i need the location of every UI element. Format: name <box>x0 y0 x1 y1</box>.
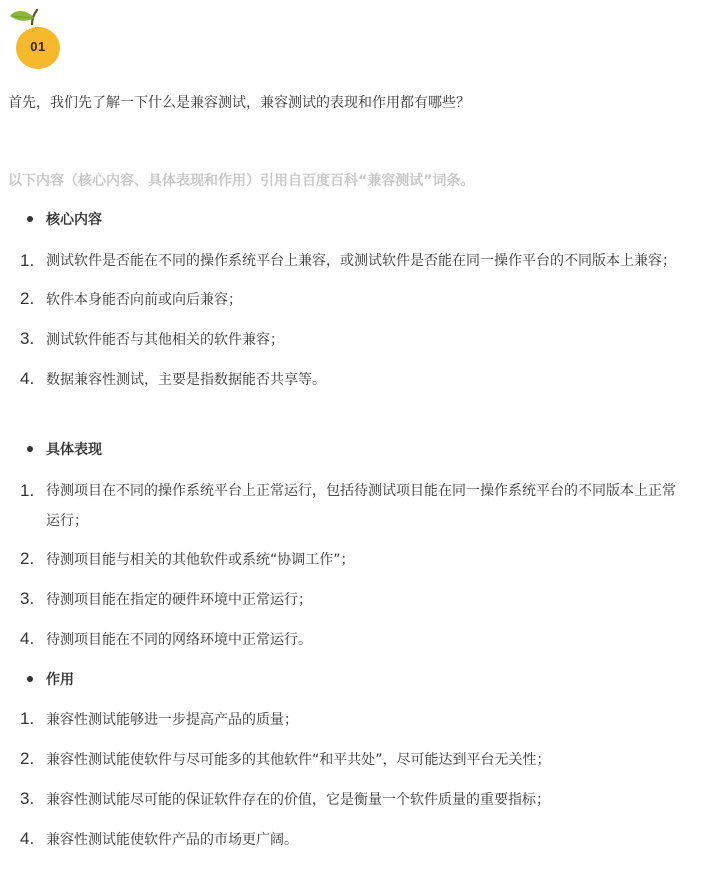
list-item-text: 兼容性测试能使软件与尽可能多的其他软件“和平共处”，尽可能达到平台无关性； <box>46 752 551 768</box>
list-item-text: 兼容性测试能够进一步提高产品的质量； <box>46 712 298 728</box>
section-number: 01 <box>30 39 46 54</box>
bullet-icon <box>27 216 33 222</box>
list-item-text: 待测项目在不同的操作系统平台上正常运行，包括待测试项目能在同一操作系统平台的不同版本上正常运行； <box>46 483 676 529</box>
list-item <box>0 700 705 740</box>
section-title: 作用 <box>46 672 74 688</box>
list-item <box>0 240 705 280</box>
list-item-text: 待测项目能在指定的硬件环境中正常运行； <box>46 592 312 608</box>
list-item <box>0 360 705 400</box>
list-item-text: 待测项目能在不同的网络环境中正常运行。 <box>46 632 312 648</box>
list-number: 1. <box>20 251 35 270</box>
bullet-icon <box>27 446 33 452</box>
list-number: 4. <box>20 829 35 848</box>
section-purpose <box>0 660 705 860</box>
section-heading <box>0 200 705 240</box>
list-number: 3. <box>20 589 35 608</box>
list-item-text: 兼容性测试能使软件产品的市场更广阔。 <box>46 832 298 848</box>
list-item-text: 数据兼容性测试，主要是指数据能否共享等。 <box>46 372 326 388</box>
list-number: 3. <box>20 789 35 808</box>
list-number: 4. <box>20 629 35 648</box>
list-item <box>0 470 705 540</box>
list-item <box>0 820 705 860</box>
section-title: 具体表现 <box>46 442 102 458</box>
list-item <box>0 740 705 780</box>
list-number: 1. <box>20 481 35 500</box>
list-item <box>0 780 705 820</box>
section-heading <box>0 430 705 470</box>
list-item-text: 兼容性测试能尽可能的保证软件存在的价值，它是衡量一个软件质量的重要指标； <box>46 792 550 808</box>
list-number: 2. <box>20 749 35 768</box>
section-core <box>0 200 705 400</box>
intro-text: 首先，我们先了解一下什么是兼容测试，兼容测试的表现和作用都有哪些？ <box>8 95 470 111</box>
source-note: 以下内容（核心内容、具体表现和作用）引用自百度百科“兼容测试”词条。 <box>8 173 475 189</box>
list-item <box>0 280 705 320</box>
section-number-badge <box>8 6 64 72</box>
list-number: 2. <box>20 549 35 568</box>
list-item-text: 测试软件是否能在不同的操作系统平台上兼容，或测试软件是否能在同一操作平台的不同版本上兼容； <box>46 253 676 269</box>
bullet-icon <box>27 676 33 682</box>
list-item <box>0 620 705 660</box>
list-item <box>0 320 705 360</box>
list-item-text: 软件本身能否向前或向后兼容； <box>46 292 242 308</box>
section-manifestation <box>0 430 705 660</box>
list-number: 3. <box>20 329 35 348</box>
list-item-text: 待测项目能与相关的其他软件或系统“协调工作”； <box>46 552 355 568</box>
list-item-text: 测试软件能否与其他相关的软件兼容； <box>46 332 284 348</box>
list-number: 1. <box>20 709 35 728</box>
list-item <box>0 540 705 580</box>
list-number: 4. <box>20 369 35 388</box>
list-item <box>0 580 705 620</box>
section-heading <box>0 660 705 700</box>
list-number: 2. <box>20 289 35 308</box>
section-title: 核心内容 <box>46 212 102 228</box>
